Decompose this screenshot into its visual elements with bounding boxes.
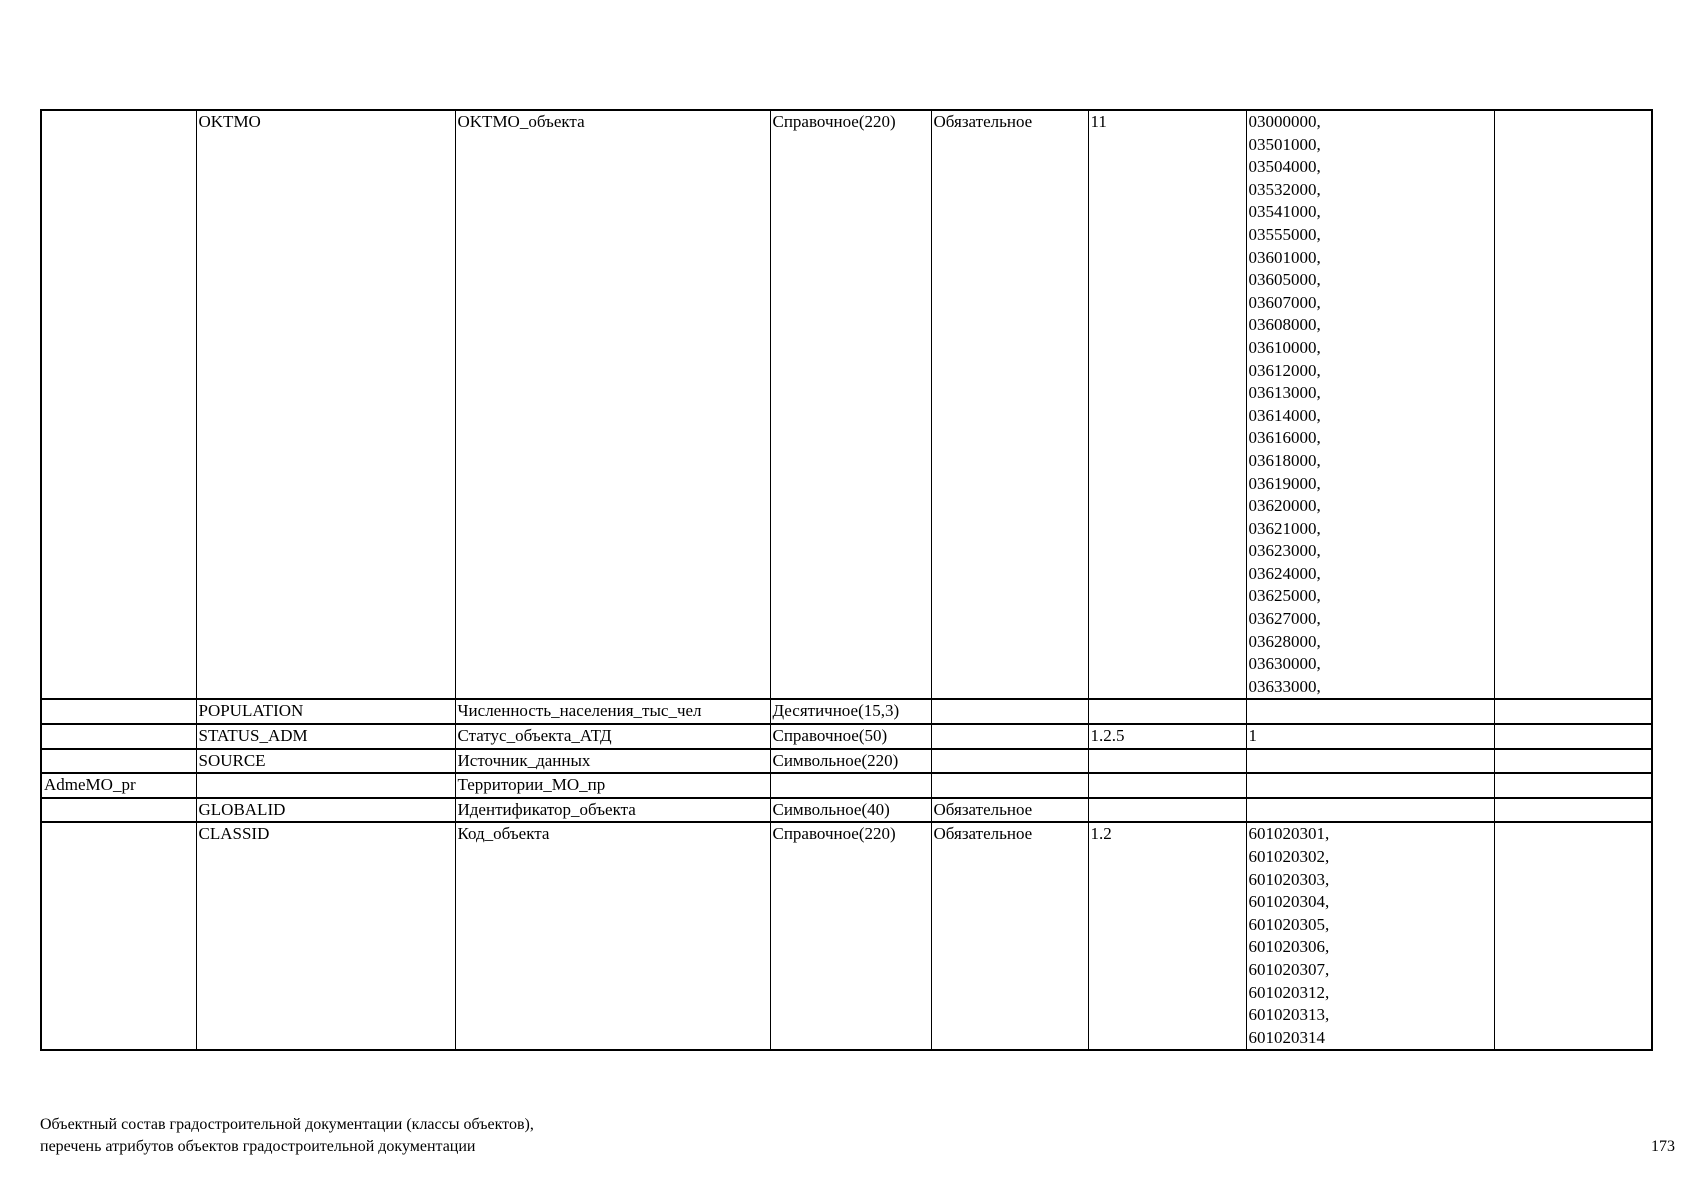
required-cell (931, 699, 1088, 724)
value-item: 03628000, (1248, 631, 1321, 651)
value-item (1249, 774, 1494, 797)
value-item: 03619000, (1248, 473, 1321, 493)
table-row (41, 773, 1652, 798)
values-cell (1246, 822, 1494, 1050)
value-item: 601020304, (1248, 892, 1330, 912)
required-cell (931, 724, 1088, 749)
value-item: 03620000, (1248, 496, 1321, 516)
value-item (1249, 750, 1494, 773)
value-item: 03612000, (1248, 360, 1321, 380)
field-alias-cell: Источник_данных (455, 749, 770, 774)
values-cell (1246, 773, 1494, 798)
type-cell: Справочное(220) (770, 110, 931, 699)
class-cell (41, 749, 196, 774)
field-name-cell: OKTMO (196, 110, 455, 699)
table-row (41, 110, 1652, 699)
note-cell (1494, 110, 1652, 699)
class-cell (41, 699, 196, 724)
field-name-cell: GLOBALID (196, 798, 455, 823)
note-cell (1494, 773, 1652, 798)
class-cell (41, 110, 196, 699)
value-item: 03504000, (1248, 157, 1321, 177)
field-alias-cell: Код_объекта (455, 822, 770, 1050)
value-item: 1 (1248, 726, 1257, 746)
value-item: 601020313, (1248, 1005, 1330, 1025)
value-item (1249, 700, 1494, 723)
value-item: 03555000, (1248, 224, 1321, 244)
values-cell (1246, 699, 1494, 724)
value-item: 03532000, (1248, 179, 1321, 199)
table-row (41, 699, 1652, 724)
reference-cell: 11 (1088, 110, 1246, 699)
value-item: 03630000, (1248, 654, 1321, 674)
value-item: 601020301, (1248, 824, 1330, 844)
reference-cell (1088, 699, 1246, 724)
value-item: 03627000, (1248, 609, 1321, 629)
reference-cell: 1.2.5 (1088, 724, 1246, 749)
value-item: 03541000, (1248, 202, 1321, 222)
field-name-cell: POPULATION (196, 699, 455, 724)
value-item: 03613000, (1248, 383, 1321, 403)
type-cell: Справочное(50) (770, 724, 931, 749)
field-alias-cell: OKTMO_объекта (455, 110, 770, 699)
note-cell (1494, 798, 1652, 823)
value-item: 03625000, (1248, 586, 1321, 606)
required-cell (931, 773, 1088, 798)
reference-cell (1088, 798, 1246, 823)
note-cell (1494, 699, 1652, 724)
type-cell (770, 773, 931, 798)
table-body (41, 110, 1652, 1050)
value-item: 03605000, (1248, 270, 1321, 290)
value-item: 03616000, (1248, 428, 1321, 448)
value-item: 03608000, (1248, 315, 1321, 335)
field-alias-cell: Статус_объекта_АТД (455, 724, 770, 749)
reference-cell: 1.2 (1088, 822, 1246, 1050)
reference-cell (1088, 749, 1246, 774)
value-item: 03610000, (1248, 337, 1321, 357)
values-cell (1246, 110, 1494, 699)
document-footer (40, 1114, 534, 1158)
value-item: 03601000, (1248, 247, 1321, 267)
field-alias-cell: Идентификатор_объекта (455, 798, 770, 823)
value-item: 03624000, (1248, 563, 1321, 583)
attributes-table (40, 109, 1653, 1051)
page-number: 173 (1651, 1138, 1675, 1155)
value-item: 03614000, (1248, 405, 1321, 425)
value-item: 03618000, (1248, 450, 1321, 470)
required-cell: Обязательное (931, 798, 1088, 823)
value-item: 03623000, (1248, 541, 1321, 561)
value-item: 601020303, (1248, 869, 1330, 889)
field-alias-cell: Численность_населения_тыс_чел (455, 699, 770, 724)
values-cell (1246, 749, 1494, 774)
field-name-cell (196, 773, 455, 798)
value-item: 03633000, (1248, 676, 1321, 696)
required-cell (931, 749, 1088, 774)
required-cell: Обязательное (931, 822, 1088, 1050)
value-item: 03607000, (1248, 292, 1321, 312)
type-cell: Символьное(40) (770, 798, 931, 823)
value-item: 03000000, (1248, 112, 1321, 131)
value-item (1249, 799, 1494, 822)
field-name-cell: SOURCE (196, 749, 455, 774)
footer-line-2: перечень атрибутов объектов градостроительной документации (40, 1138, 476, 1155)
value-item: 03501000, (1248, 134, 1321, 154)
class-cell (41, 798, 196, 823)
value-item: 601020314 (1248, 1027, 1325, 1047)
value-item: 03621000, (1248, 518, 1321, 538)
table-row (41, 798, 1652, 823)
field-name-cell: STATUS_ADM (196, 724, 455, 749)
class-cell: AdmeMO_pr (41, 773, 196, 798)
type-cell: Символьное(220) (770, 749, 931, 774)
footer-line-1: Объектный состав градостроительной документации (классы объектов), (40, 1116, 534, 1133)
values-cell (1246, 798, 1494, 823)
type-cell: Справочное(220) (770, 822, 931, 1050)
values-cell (1246, 724, 1494, 749)
note-cell (1494, 749, 1652, 774)
table-row (41, 749, 1652, 774)
field-alias-cell: Территории_МО_пр (455, 773, 770, 798)
value-item: 601020306, (1248, 937, 1330, 957)
note-cell (1494, 724, 1652, 749)
class-cell (41, 822, 196, 1050)
type-cell: Десятичное(15,3) (770, 699, 931, 724)
note-cell (1494, 822, 1652, 1050)
value-item: 601020307, (1248, 959, 1330, 979)
value-item: 601020312, (1248, 982, 1330, 1002)
value-item: 601020302, (1248, 847, 1330, 866)
table-row (41, 822, 1652, 1050)
required-cell: Обязательное (931, 110, 1088, 699)
field-name-cell: CLASSID (196, 822, 455, 1050)
reference-cell (1088, 773, 1246, 798)
value-item: 601020305, (1248, 914, 1330, 934)
class-cell (41, 724, 196, 749)
table-row (41, 724, 1652, 749)
